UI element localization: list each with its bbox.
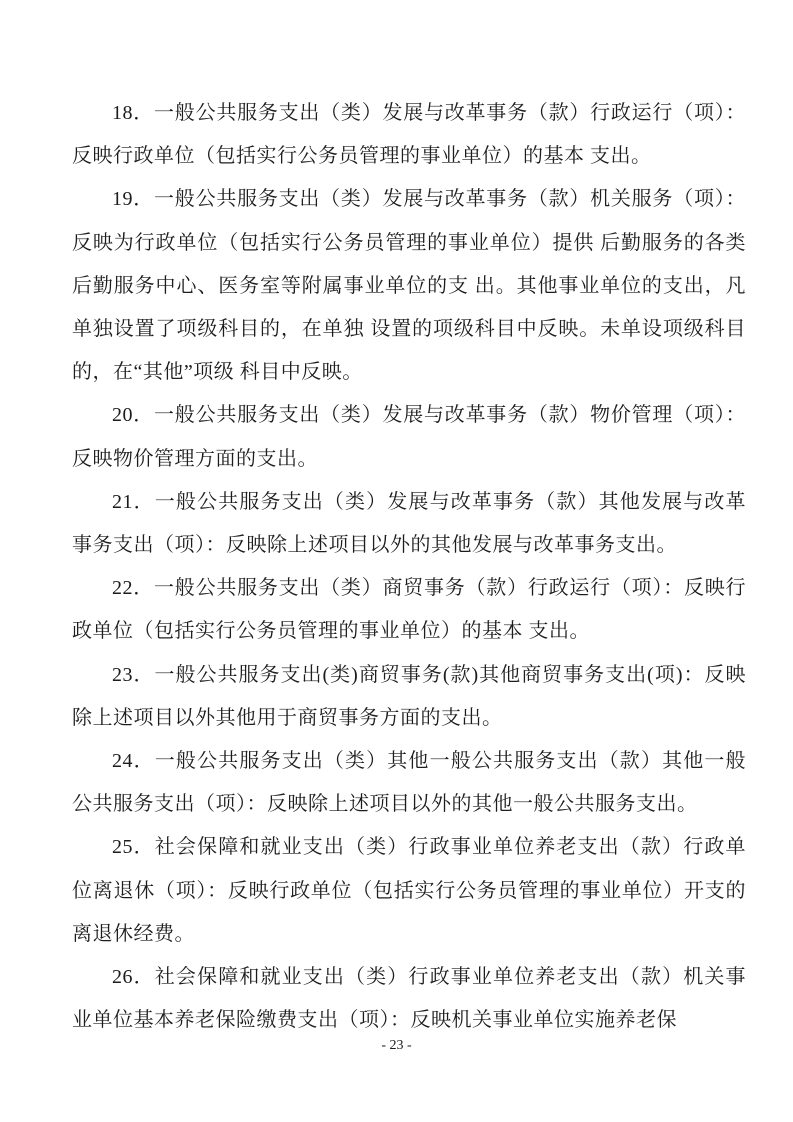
paragraph-18: 18．一般公共服务支出（类）发展与改革事务（款）行政运行（项）：反映行政单位（包括实行公务员管理的事业单位）的基本 支出。 <box>72 102 746 168</box>
paragraph-24: 24．一般公共服务支出（类）其他一般公共服务支出（款）其他一般公共服务支出（项）：反映除上述项目以外的其他一般公共服务支出。 <box>72 750 746 816</box>
paragraph-19: 19．一般公共服务支出（类）发展与改革事务（款）机关服务（项）：反映为行政单位（包括实行公务员管理的事业单位）提供 后勤服务的各类后勤服务中心、医务室等附属事业单位的支 出。其他事业单位的支出，凡单独设置了项级科目的，在单独 设置的项级科目中反映。未单设项级科目的，在“其他”项级 科目中反映。 <box>72 188 746 384</box>
paragraph-23: 23．一般公共服务支出(类)商贸事务(款)其他商贸事务支出(项)：反映除上述项目以外其他用于商贸事务方面的支出。 <box>72 663 746 729</box>
paragraph-22: 22．一般公共服务支出（类）商贸事务（款）行政运行（项）：反映行政单位（包括实行公务员管理的事业单位）的基本 支出。 <box>72 577 746 643</box>
paragraph-25: 25．社会保障和就业支出（类）行政事业单位养老支出（款）行政单位离退休（项）：反映行政单位（包括实行公务员管理的事业单位）开支的 离退休经费。 <box>72 836 746 945</box>
paragraph-21: 21．一般公共服务支出（类）发展与改革事务（款）其他发展与改革事务支出（项）：反映除上述项目以外的其他发展与改革事务支出。 <box>72 490 746 557</box>
paragraph-26: 26．社会保障和就业支出（类）行政事业单位养老支出（款）机关事业单位基本养老保险缴费支出（项）：反映机关事业单位实施养老保 <box>72 966 746 1032</box>
document-body <box>72 92 746 1042</box>
page-number: - 23 - <box>381 1038 412 1053</box>
paragraph-20: 20．一般公共服务支出（类）发展与改革事务（款）物价管理（项）：反映物价管理方面的支出。 <box>72 404 746 470</box>
